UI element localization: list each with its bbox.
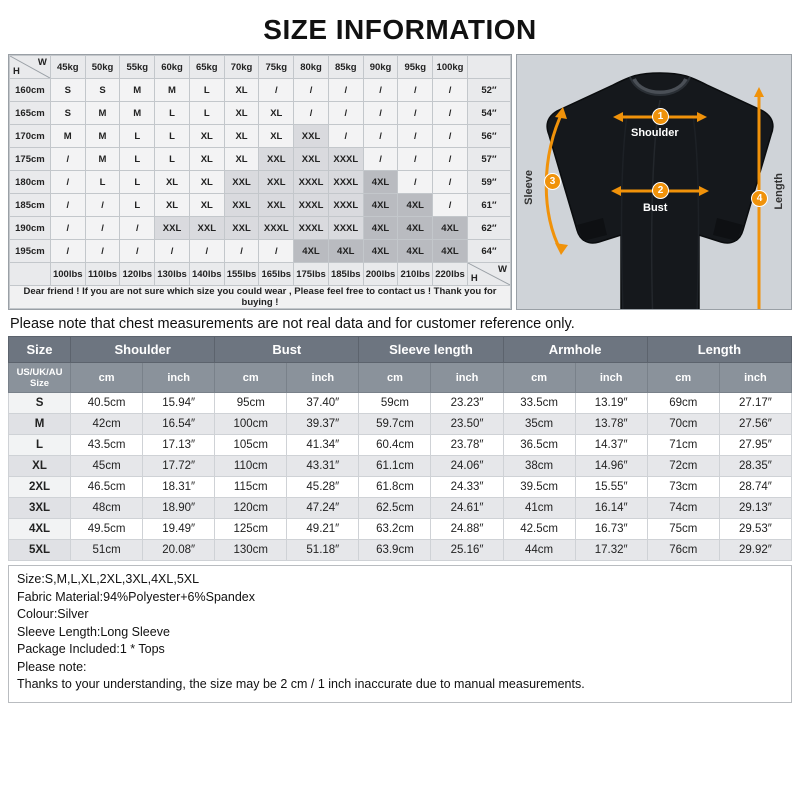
meas-value-cell: 59cm: [359, 393, 431, 414]
meas-value-cell: 39.37″: [287, 414, 359, 435]
grid-size-cell: /: [120, 217, 155, 240]
grid-size-cell: XL: [259, 125, 294, 148]
grid-feet-header: 62″: [467, 217, 510, 240]
meas-value-cell: 73cm: [647, 477, 719, 498]
meas-value-cell: 25.16″: [431, 540, 503, 561]
meas-value-cell: 37.40″: [287, 393, 359, 414]
meas-value-cell: 69cm: [647, 393, 719, 414]
meas-group-header: Length: [647, 337, 791, 363]
grid-size-cell: /: [50, 148, 85, 171]
grid-size-cell: M: [85, 148, 120, 171]
grid-pounds-cell: 155lbs: [224, 263, 259, 286]
info-line-1: Fabric Material:94%Polyester+6%Spandex: [17, 589, 255, 604]
meas-value-cell: 70cm: [647, 414, 719, 435]
grid-size-cell: M: [120, 79, 155, 102]
meas-unit-header: inch: [287, 363, 359, 393]
size-grid-table: [9, 55, 511, 309]
product-info-block: [8, 565, 792, 703]
meas-unit-header: cm: [647, 363, 719, 393]
grid-size-cell: /: [50, 194, 85, 217]
meas-value-cell: 16.54″: [143, 414, 215, 435]
meas-value-cell: 27.95″: [719, 435, 791, 456]
grid-size-cell: XL: [224, 148, 259, 171]
meas-value-cell: 49.21″: [287, 519, 359, 540]
grid-size-cell: XL: [189, 125, 224, 148]
grid-weight-header: 80kg: [294, 56, 329, 79]
grid-size-cell: XL: [189, 194, 224, 217]
meas-value-cell: 61.1cm: [359, 456, 431, 477]
meas-size-cell: M: [9, 414, 71, 435]
grid-size-cell: /: [363, 79, 398, 102]
meas-group-header: Sleeve length: [359, 337, 503, 363]
meas-value-cell: 29.13″: [719, 498, 791, 519]
grid-size-cell: /: [398, 125, 433, 148]
grid-size-cell: /: [50, 217, 85, 240]
meas-value-cell: 17.32″: [575, 540, 647, 561]
grid-size-cell: XL: [259, 102, 294, 125]
meas-value-cell: 61.8cm: [359, 477, 431, 498]
meas-unit-header: cm: [359, 363, 431, 393]
meas-size-cell: S: [9, 393, 71, 414]
grid-size-cell: XXL: [224, 194, 259, 217]
grid-bottom-corner: H W: [467, 263, 510, 286]
grid-size-cell: /: [398, 148, 433, 171]
label-shoulder: Shoulder: [631, 127, 679, 139]
meas-value-cell: 23.23″: [431, 393, 503, 414]
grid-size-cell: XL: [224, 79, 259, 102]
grid-size-cell: /: [224, 240, 259, 263]
meas-value-cell: 38cm: [503, 456, 575, 477]
grid-pounds-cell: 175lbs: [294, 263, 329, 286]
grid-height-header: 170cm: [10, 125, 51, 148]
badge-3-sleeve: 3: [544, 173, 561, 190]
grid-pounds-cell: 165lbs: [259, 263, 294, 286]
grid-size-cell: M: [155, 79, 190, 102]
grid-size-cell: M: [85, 102, 120, 125]
grid-feet-header: 59″: [467, 171, 510, 194]
meas-group-header-row: [9, 337, 792, 363]
grid-pounds-cell: 110lbs: [85, 263, 120, 286]
meas-size-cell: 2XL: [9, 477, 71, 498]
meas-value-cell: 59.7cm: [359, 414, 431, 435]
table-row: [9, 519, 792, 540]
grid-size-cell: L: [120, 148, 155, 171]
grid-pounds-cell: 140lbs: [189, 263, 224, 286]
meas-value-cell: 15.55″: [575, 477, 647, 498]
meas-value-cell: 18.90″: [143, 498, 215, 519]
table-row: [9, 435, 792, 456]
grid-size-cell: /: [363, 148, 398, 171]
grid-size-cell: /: [85, 217, 120, 240]
grid-size-cell: L: [189, 102, 224, 125]
meas-value-cell: 15.94″: [143, 393, 215, 414]
meas-value-cell: 100cm: [215, 414, 287, 435]
meas-group-header: Bust: [215, 337, 359, 363]
grid-footer-note-row: [10, 286, 511, 309]
grid-pounds-spacer: [10, 263, 51, 286]
info-line-2: Colour:Silver: [17, 607, 89, 621]
grid-height-header: 195cm: [10, 240, 51, 263]
grid-height-header: 180cm: [10, 171, 51, 194]
meas-value-cell: 46.5cm: [71, 477, 143, 498]
table-row: [9, 393, 792, 414]
meas-value-cell: 13.19″: [575, 393, 647, 414]
grid-size-cell: M: [85, 125, 120, 148]
meas-unit-header: inch: [431, 363, 503, 393]
grid-size-cell: L: [120, 125, 155, 148]
grid-size-cell: S: [50, 79, 85, 102]
label-bust: Bust: [643, 202, 668, 214]
meas-value-cell: 39.5cm: [503, 477, 575, 498]
grid-weight-header: 45kg: [50, 56, 85, 79]
meas-value-cell: 42cm: [71, 414, 143, 435]
meas-value-cell: 51cm: [71, 540, 143, 561]
grid-pounds-cell: 130lbs: [155, 263, 190, 286]
meas-unit-header: inch: [575, 363, 647, 393]
meas-value-cell: 35cm: [503, 414, 575, 435]
grid-weight-header: 60kg: [155, 56, 190, 79]
meas-value-cell: 23.50″: [431, 414, 503, 435]
grid-weight-header: 90kg: [363, 56, 398, 79]
grid-size-cell: XXL: [224, 171, 259, 194]
meas-size-cell: 3XL: [9, 498, 71, 519]
meas-value-cell: 63.2cm: [359, 519, 431, 540]
meas-unit-header: inch: [719, 363, 791, 393]
grid-weight-header: 75kg: [259, 56, 294, 79]
grid-size-cell: /: [50, 171, 85, 194]
grid-weight-header: 50kg: [85, 56, 120, 79]
grid-row: [10, 194, 511, 217]
grid-pounds-cell: 100lbs: [50, 263, 85, 286]
grid-size-cell: 4XL: [398, 194, 433, 217]
meas-value-cell: 43.31″: [287, 456, 359, 477]
grid-feet-header: 56″: [467, 125, 510, 148]
meas-value-cell: 19.49″: [143, 519, 215, 540]
grid-size-cell: XXL: [259, 194, 294, 217]
grid-size-cell: /: [189, 240, 224, 263]
meas-value-cell: 49.5cm: [71, 519, 143, 540]
meas-value-cell: 16.14″: [575, 498, 647, 519]
grid-size-cell: /: [363, 102, 398, 125]
meas-value-cell: 43.5cm: [71, 435, 143, 456]
grid-size-cell: /: [328, 102, 363, 125]
meas-value-cell: 17.13″: [143, 435, 215, 456]
grid-size-cell: XXXL: [328, 171, 363, 194]
meas-size-cell: 5XL: [9, 540, 71, 561]
grid-size-cell: L: [120, 194, 155, 217]
meas-value-cell: 51.18″: [287, 540, 359, 561]
grid-pounds-cell: 200lbs: [363, 263, 398, 286]
grid-size-cell: XXXL: [294, 217, 329, 240]
grid-size-cell: S: [50, 102, 85, 125]
grid-pounds-cell: 185lbs: [328, 263, 363, 286]
meas-value-cell: 62.5cm: [359, 498, 431, 519]
grid-size-cell: /: [259, 79, 294, 102]
grid-size-cell: /: [294, 79, 329, 102]
meas-value-cell: 95cm: [215, 393, 287, 414]
grid-feet-header: 54″: [467, 102, 510, 125]
grid-size-cell: L: [85, 171, 120, 194]
grid-size-cell: /: [294, 102, 329, 125]
grid-weight-header: 100kg: [433, 56, 468, 79]
grid-height-header: 175cm: [10, 148, 51, 171]
grid-size-cell: S: [85, 79, 120, 102]
meas-value-cell: 76cm: [647, 540, 719, 561]
grid-size-cell: XXL: [224, 217, 259, 240]
meas-size-cell: 4XL: [9, 519, 71, 540]
meas-unit-header: cm: [71, 363, 143, 393]
grid-size-cell: XXL: [294, 125, 329, 148]
meas-group-header: Armhole: [503, 337, 647, 363]
grid-row: [10, 240, 511, 263]
meas-value-cell: 63.9cm: [359, 540, 431, 561]
meas-value-cell: 45.28″: [287, 477, 359, 498]
meas-unit-header: inch: [143, 363, 215, 393]
grid-pounds-cell: 210lbs: [398, 263, 433, 286]
grid-size-cell: XXXL: [328, 194, 363, 217]
grid-size-cell: L: [189, 79, 224, 102]
table-row: [9, 477, 792, 498]
grid-height-header: 190cm: [10, 217, 51, 240]
grid-size-cell: XL: [189, 148, 224, 171]
grid-size-cell: /: [85, 194, 120, 217]
meas-size-cell: L: [9, 435, 71, 456]
grid-size-cell: 4XL: [363, 217, 398, 240]
meas-value-cell: 24.06″: [431, 456, 503, 477]
meas-value-cell: 29.53″: [719, 519, 791, 540]
grid-weight-header: 70kg: [224, 56, 259, 79]
grid-size-cell: M: [50, 125, 85, 148]
meas-unit-header-row: [9, 363, 792, 393]
meas-value-cell: 14.96″: [575, 456, 647, 477]
meas-value-cell: 75cm: [647, 519, 719, 540]
grid-size-cell: XL: [224, 102, 259, 125]
grid-size-cell: /: [259, 240, 294, 263]
grid-pounds-cell: 220lbs: [433, 263, 468, 286]
grid-size-cell: L: [155, 148, 190, 171]
grid-size-cell: XXL: [294, 148, 329, 171]
meas-value-cell: 24.88″: [431, 519, 503, 540]
badge-4-length: 4: [751, 190, 768, 207]
grid-size-cell: XXXL: [294, 171, 329, 194]
grid-size-cell: XL: [224, 125, 259, 148]
badge-2-bust: 2: [652, 182, 669, 199]
grid-weight-header: 95kg: [398, 56, 433, 79]
grid-size-cell: XXL: [259, 171, 294, 194]
meas-value-cell: 42.5cm: [503, 519, 575, 540]
grid-height-header: 185cm: [10, 194, 51, 217]
meas-value-cell: 13.78″: [575, 414, 647, 435]
grid-size-cell: 4XL: [433, 217, 468, 240]
grid-size-cell: /: [328, 125, 363, 148]
grid-size-cell: XL: [189, 171, 224, 194]
meas-value-cell: 120cm: [215, 498, 287, 519]
table-row: [9, 456, 792, 477]
grid-size-cell: /: [398, 171, 433, 194]
grid-size-cell: 4XL: [363, 171, 398, 194]
grid-size-cell: 4XL: [398, 240, 433, 263]
measurement-table: [8, 336, 792, 561]
grid-size-cell: /: [363, 125, 398, 148]
grid-size-cell: 4XL: [363, 194, 398, 217]
grid-feet-header: 61″: [467, 194, 510, 217]
meas-value-cell: 72cm: [647, 456, 719, 477]
meas-value-cell: 27.56″: [719, 414, 791, 435]
grid-row: [10, 171, 511, 194]
meas-value-cell: 18.31″: [143, 477, 215, 498]
grid-size-cell: 4XL: [363, 240, 398, 263]
grid-row: [10, 79, 511, 102]
info-line-6: Thanks to your understanding, the size may be 2 cm / 1 inch inaccurate due to manual measurements.: [17, 677, 585, 691]
grid-size-cell: /: [433, 79, 468, 102]
grid-size-cell: /: [433, 171, 468, 194]
grid-corner-header: H W: [10, 56, 51, 79]
table-row: [9, 498, 792, 519]
meas-value-cell: 41.34″: [287, 435, 359, 456]
meas-group-header: Size: [9, 337, 71, 363]
grid-size-cell: /: [85, 240, 120, 263]
grid-feet-header: 64″: [467, 240, 510, 263]
grid-height-header: 165cm: [10, 102, 51, 125]
grid-size-cell: XXL: [189, 217, 224, 240]
meas-value-cell: 20.08″: [143, 540, 215, 561]
grid-size-cell: /: [328, 79, 363, 102]
grid-size-cell: L: [155, 125, 190, 148]
grid-size-cell: XXL: [259, 148, 294, 171]
meas-value-cell: 27.17″: [719, 393, 791, 414]
grid-header-spacer: [467, 56, 510, 79]
page-title: SIZE INFORMATION: [263, 14, 537, 45]
meas-group-header: Shoulder: [71, 337, 215, 363]
meas-value-cell: 16.73″: [575, 519, 647, 540]
grid-size-cell: XXXL: [328, 148, 363, 171]
grid-footer-note: Dear friend ! If you are not sure which size you could wear , Please feel free to contact us ! Thank you for buying !: [10, 286, 511, 309]
info-line-5: Please note:: [17, 659, 87, 674]
grid-size-cell: M: [120, 102, 155, 125]
meas-value-cell: 60.4cm: [359, 435, 431, 456]
grid-size-cell: XXXL: [259, 217, 294, 240]
info-line-0: Size:S,M,L,XL,2XL,3XL,4XL,5XL: [17, 572, 200, 586]
height-weight-size-grid: [8, 54, 512, 310]
grid-size-cell: XL: [155, 171, 190, 194]
meas-value-cell: 29.92″: [719, 540, 791, 561]
grid-weight-header: 65kg: [189, 56, 224, 79]
grid-size-cell: 4XL: [433, 240, 468, 263]
table-row: [9, 540, 792, 561]
grid-feet-header: 57″: [467, 148, 510, 171]
grid-size-cell: XL: [155, 194, 190, 217]
grid-size-cell: /: [50, 240, 85, 263]
info-line-3: Sleeve Length:Long Sleeve: [17, 624, 170, 639]
grid-size-cell: 4XL: [328, 240, 363, 263]
top-section: [0, 54, 800, 310]
meas-value-cell: 74cm: [647, 498, 719, 519]
grid-size-cell: L: [120, 171, 155, 194]
meas-value-cell: 41cm: [503, 498, 575, 519]
meas-value-cell: 115cm: [215, 477, 287, 498]
meas-value-cell: 28.35″: [719, 456, 791, 477]
label-length: Length: [773, 173, 785, 210]
chest-measurement-note: Please note that chest measurements are not real data and for customer reference only.: [10, 316, 575, 332]
grid-row: [10, 102, 511, 125]
meas-value-cell: 24.61″: [431, 498, 503, 519]
grid-size-cell: 4XL: [294, 240, 329, 263]
meas-unit-header: US/UK/AU Size: [9, 363, 71, 393]
grid-row: [10, 148, 511, 171]
grid-row: [10, 217, 511, 240]
meas-value-cell: 17.72″: [143, 456, 215, 477]
meas-value-cell: 33.5cm: [503, 393, 575, 414]
meas-value-cell: 28.74″: [719, 477, 791, 498]
meas-value-cell: 105cm: [215, 435, 287, 456]
grid-size-cell: /: [398, 102, 433, 125]
grid-size-cell: XXXL: [328, 217, 363, 240]
info-line-4: Package Included:1 * Tops: [17, 642, 165, 656]
grid-size-cell: L: [155, 102, 190, 125]
meas-value-cell: 125cm: [215, 519, 287, 540]
meas-value-cell: 47.24″: [287, 498, 359, 519]
meas-value-cell: 36.5cm: [503, 435, 575, 456]
garment-measure-diagram: [516, 54, 792, 310]
label-sleeve: Sleeve: [523, 170, 535, 205]
grid-pounds-cell: 120lbs: [120, 263, 155, 286]
grid-feet-header: 52″: [467, 79, 510, 102]
grid-size-cell: 4XL: [398, 217, 433, 240]
grid-size-cell: /: [433, 125, 468, 148]
meas-value-cell: 45cm: [71, 456, 143, 477]
meas-value-cell: 24.33″: [431, 477, 503, 498]
grid-height-header: 160cm: [10, 79, 51, 102]
grid-pounds-row: [10, 263, 511, 286]
grid-size-cell: /: [398, 79, 433, 102]
meas-value-cell: 110cm: [215, 456, 287, 477]
grid-size-cell: /: [433, 148, 468, 171]
meas-value-cell: 23.78″: [431, 435, 503, 456]
grid-weight-header: 85kg: [328, 56, 363, 79]
table-row: [9, 414, 792, 435]
grid-weight-header: 55kg: [120, 56, 155, 79]
grid-size-cell: /: [433, 194, 468, 217]
grid-size-cell: /: [155, 240, 190, 263]
meas-size-cell: XL: [9, 456, 71, 477]
meas-value-cell: 44cm: [503, 540, 575, 561]
grid-size-cell: XXXL: [294, 194, 329, 217]
meas-value-cell: 71cm: [647, 435, 719, 456]
grid-size-cell: /: [120, 240, 155, 263]
grid-row: [10, 125, 511, 148]
grid-size-cell: XXL: [155, 217, 190, 240]
meas-value-cell: 40.5cm: [71, 393, 143, 414]
meas-unit-header: cm: [503, 363, 575, 393]
meas-value-cell: 48cm: [71, 498, 143, 519]
meas-value-cell: 130cm: [215, 540, 287, 561]
measurement-table-wrap: [0, 336, 800, 561]
meas-value-cell: 14.37″: [575, 435, 647, 456]
badge-1-shoulder: 1: [652, 108, 669, 125]
grid-size-cell: /: [433, 102, 468, 125]
meas-unit-header: cm: [215, 363, 287, 393]
